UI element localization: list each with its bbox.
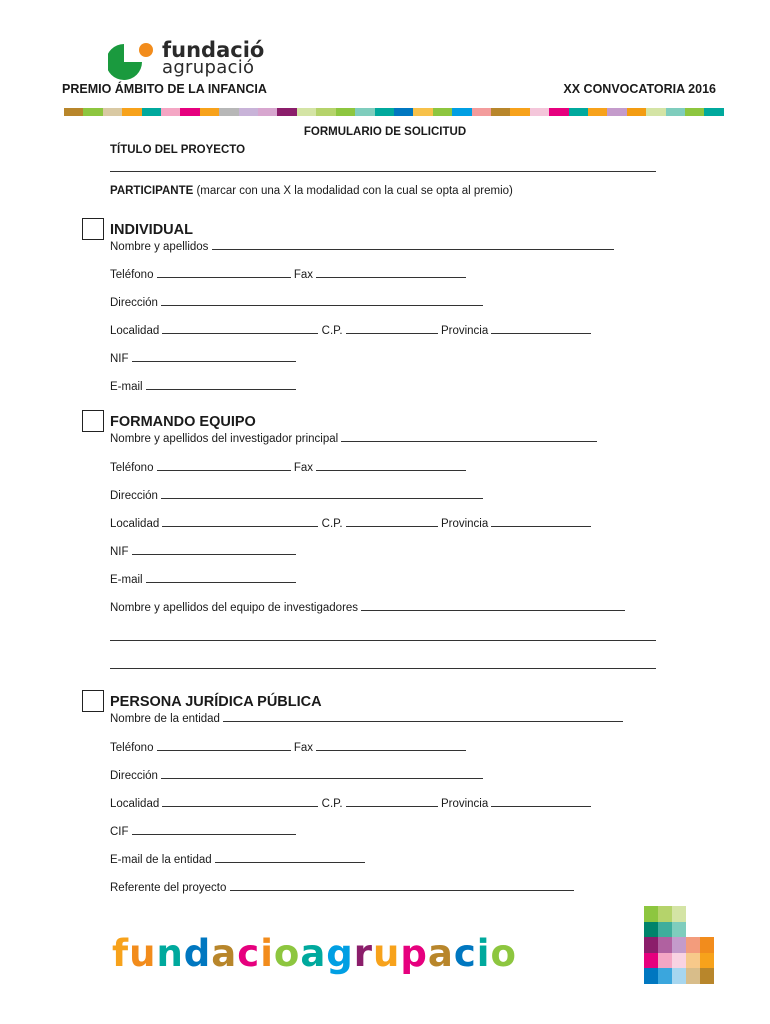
footer-logo-letter: c — [453, 932, 477, 975]
stripe-segment — [297, 108, 316, 116]
team-members-line-2[interactable] — [110, 640, 656, 641]
stripe-segment — [219, 108, 238, 116]
stripe-segment — [491, 108, 510, 116]
stripe-segment — [530, 108, 549, 116]
footer-logo-letter: a — [427, 932, 454, 975]
award-title: PREMIO ÁMBITO DE LA INFANCIA — [62, 82, 267, 96]
footer-logo-letter: p — [400, 932, 428, 975]
team-name-label: Nombre y apellidos del investigador principal — [110, 433, 339, 445]
team-fax-label: Fax — [293, 462, 314, 474]
footer-logo-letter: i — [260, 932, 274, 975]
fundacio-logo-mark — [108, 42, 158, 80]
individual-name-label: Nombre y apellidos — [110, 241, 209, 253]
stripe-segment — [472, 108, 491, 116]
entity-cp-label: C.P. — [321, 798, 343, 810]
entity-address-field[interactable] — [161, 769, 483, 779]
individual-name-field[interactable] — [212, 240, 614, 250]
team-city-label: Localidad — [110, 518, 160, 530]
entity-fax-label: Fax — [293, 742, 314, 754]
participant-instructions — [110, 185, 513, 197]
individual-city-field[interactable] — [162, 324, 318, 334]
individual-address-label: Dirección — [110, 297, 158, 309]
individual-nif-field[interactable] — [132, 352, 296, 362]
stripe-segment — [239, 108, 258, 116]
team-members-line-3[interactable] — [110, 668, 656, 669]
stripe-segment — [180, 108, 199, 116]
stripe-segment — [607, 108, 626, 116]
logo-text-fundacio: fundació — [162, 38, 265, 62]
stripe-segment — [510, 108, 529, 116]
stripe-segment — [627, 108, 646, 116]
entity-province-field[interactable] — [491, 797, 591, 807]
entity-name-row — [110, 712, 623, 725]
team-province-label: Provincia — [440, 518, 489, 530]
entity-phone-field[interactable] — [157, 741, 291, 751]
entity-referent-field[interactable] — [230, 881, 574, 891]
team-cp-label: C.P. — [321, 518, 343, 530]
team-nif-row — [110, 545, 296, 558]
footer-logo-letter: c — [237, 932, 261, 975]
color-stripe — [64, 108, 724, 116]
entity-city-row — [110, 797, 591, 810]
team-email-label: E-mail — [110, 574, 143, 586]
call-title: XX CONVOCATORIA 2016 — [563, 82, 716, 96]
project-title-field[interactable] — [110, 171, 656, 172]
team-address-label: Dirección — [110, 490, 158, 502]
entity-heading: PERSONA JURÍDICA PÚBLICA — [110, 694, 322, 710]
stripe-segment — [200, 108, 219, 116]
entity-checkbox[interactable] — [82, 690, 104, 712]
stripe-segment — [258, 108, 277, 116]
individual-email-row — [110, 380, 296, 393]
entity-cp-field[interactable] — [346, 797, 438, 807]
team-members-field[interactable] — [361, 601, 625, 611]
stripe-segment — [646, 108, 665, 116]
stripe-segment — [549, 108, 568, 116]
individual-fax-label: Fax — [293, 269, 314, 281]
footer-logo-letter: r — [353, 932, 374, 975]
footer-logo-text — [112, 932, 517, 975]
stripe-segment — [452, 108, 471, 116]
team-fax-field[interactable] — [316, 461, 466, 471]
stripe-segment — [588, 108, 607, 116]
team-members-label: Nombre y apellidos del equipo de investigadores — [110, 602, 359, 614]
stripe-segment — [413, 108, 432, 116]
entity-province-label: Provincia — [440, 798, 489, 810]
team-name-field[interactable] — [341, 432, 597, 442]
team-nif-field[interactable] — [132, 545, 296, 555]
individual-address-field[interactable] — [161, 296, 483, 306]
stripe-segment — [704, 108, 723, 116]
entity-referent-row — [110, 881, 574, 894]
entity-cif-field[interactable] — [132, 825, 296, 835]
footer-logo-letter: f — [112, 932, 130, 975]
footer-logo-letter: i — [476, 932, 491, 975]
team-email-field[interactable] — [146, 573, 296, 583]
footer-logo-letter: u — [373, 932, 401, 975]
stripe-segment — [103, 108, 122, 116]
individual-name-row — [110, 240, 614, 253]
individual-province-field[interactable] — [491, 324, 591, 334]
stripe-segment — [394, 108, 413, 116]
team-email-row — [110, 573, 296, 586]
individual-phone-field[interactable] — [157, 268, 291, 278]
stripe-segment — [666, 108, 685, 116]
footer-logo-letter: o — [490, 932, 517, 975]
team-phone-field[interactable] — [157, 461, 291, 471]
stripe-segment — [64, 108, 83, 116]
participant-label: PARTICIPANTE — [110, 185, 194, 197]
team-address-row — [110, 489, 483, 502]
individual-cp-label: C.P. — [321, 325, 343, 337]
footer-logo-letter: a — [300, 932, 327, 975]
entity-fax-field[interactable] — [316, 741, 466, 751]
individual-checkbox[interactable] — [82, 218, 104, 240]
team-address-field[interactable] — [161, 489, 483, 499]
entity-name-label: Nombre de la entidad — [110, 713, 220, 725]
participant-note: (marcar con una X la modalidad con la cual se opta al premio) — [193, 185, 513, 197]
team-phone-row — [110, 461, 466, 474]
footer-logo-letter: o — [273, 932, 301, 975]
individual-phone-label: Teléfono — [110, 269, 154, 281]
stripe-segment — [122, 108, 141, 116]
stripe-segment — [336, 108, 355, 116]
stripe-segment — [355, 108, 374, 116]
form-title: FORMULARIO DE SOLICITUD — [303, 126, 467, 138]
footer-logo-letter: a — [211, 932, 238, 975]
team-phone-label: Teléfono — [110, 462, 154, 474]
entity-city-label: Localidad — [110, 798, 160, 810]
entity-name-field[interactable] — [223, 712, 623, 722]
team-members-row — [110, 601, 625, 614]
individual-city-label: Localidad — [110, 325, 160, 337]
stripe-segment — [433, 108, 452, 116]
entity-phone-label: Teléfono — [110, 742, 154, 754]
stripe-segment — [142, 108, 161, 116]
individual-address-row — [110, 296, 483, 309]
stripe-segment — [685, 108, 704, 116]
team-city-row — [110, 517, 591, 530]
stripe-segment — [83, 108, 102, 116]
team-name-row — [110, 432, 597, 445]
individual-fax-field[interactable] — [316, 268, 466, 278]
entity-phone-row — [110, 741, 466, 754]
individual-nif-row — [110, 352, 296, 365]
individual-heading: INDIVIDUAL — [110, 222, 193, 238]
entity-email-label: E-mail de la entidad — [110, 854, 212, 866]
entity-email-field[interactable] — [215, 853, 365, 863]
footer-logo-letter: d — [183, 932, 212, 975]
color-grid-logo — [644, 906, 714, 984]
footer-logo-letter: n — [156, 932, 184, 975]
team-city-field[interactable] — [162, 517, 318, 527]
team-nif-label: NIF — [110, 546, 129, 558]
entity-email-row — [110, 853, 365, 866]
stripe-segment — [316, 108, 335, 116]
logo-text-agrupacio: agrupació — [162, 57, 255, 78]
project-title-label: TÍTULO DEL PROYECTO — [110, 144, 246, 156]
individual-phone-row — [110, 268, 466, 281]
individual-city-row — [110, 324, 591, 337]
individual-email-label: E-mail — [110, 381, 143, 393]
individual-province-label: Provincia — [440, 325, 489, 337]
entity-address-label: Dirección — [110, 770, 158, 782]
footer-logo-letter: u — [129, 932, 157, 975]
stripe-segment — [277, 108, 296, 116]
stripe-segment — [161, 108, 180, 116]
team-province-field[interactable] — [491, 517, 591, 527]
entity-cif-label: CIF — [110, 826, 129, 838]
entity-referent-label: Referente del proyecto — [110, 882, 227, 894]
individual-cp-field[interactable] — [346, 324, 438, 334]
individual-email-field[interactable] — [146, 380, 296, 390]
stripe-segment — [569, 108, 588, 116]
team-heading: FORMANDO EQUIPO — [110, 414, 256, 430]
team-checkbox[interactable] — [82, 410, 104, 432]
entity-address-row — [110, 769, 483, 782]
individual-nif-label: NIF — [110, 353, 129, 365]
entity-cif-row — [110, 825, 296, 838]
stripe-segment — [375, 108, 394, 116]
entity-city-field[interactable] — [162, 797, 318, 807]
footer-logo-letter: g — [326, 932, 354, 975]
team-cp-field[interactable] — [346, 517, 438, 527]
